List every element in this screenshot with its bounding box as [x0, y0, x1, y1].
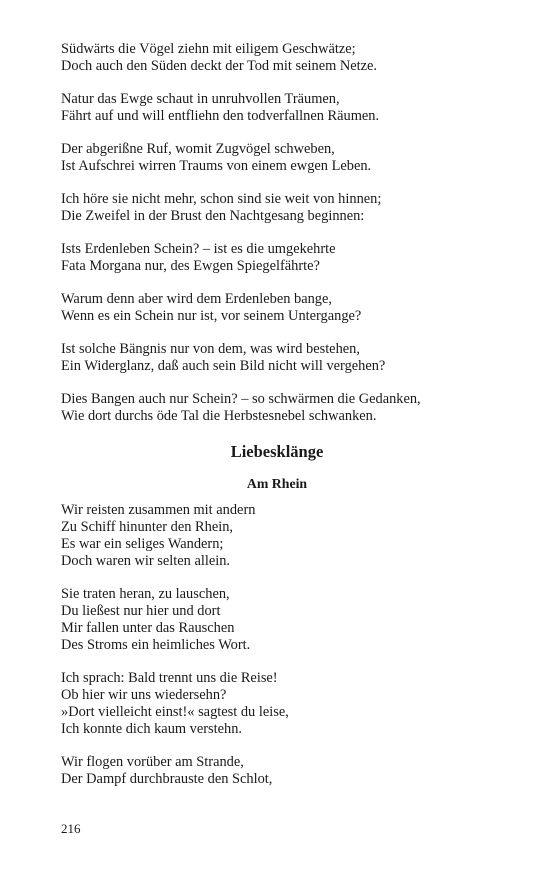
- verse-line: Südwärts die Vögel ziehn mit eiligem Geschwätze;: [61, 41, 356, 57]
- verse-line: »Dort vielleicht einst!« sagtest du leise,: [61, 704, 289, 720]
- stanza: [61, 341, 501, 375]
- verse-line: Doch auch den Süden deckt der Tod mit seinem Netze.: [61, 58, 378, 74]
- verse-line: Ich sprach: Bald trennt uns die Reise!: [61, 670, 278, 686]
- verse-line: Wir reisten zusammen mit andern: [61, 502, 256, 518]
- verse-line: Ist Aufschrei wirren Traums von einem ewgen Leben.: [61, 158, 372, 174]
- verse-line: Du ließest nur hier und dort: [61, 603, 221, 619]
- verse-line: Wie dort durchs öde Tal die Herbstesnebel schwanken.: [61, 408, 377, 424]
- verse-line: Sie traten heran, zu lauschen,: [61, 586, 230, 602]
- stanza: [61, 91, 501, 125]
- verse-line: Zu Schiff hinunter den Rhein,: [61, 519, 233, 535]
- stanza: [61, 391, 501, 425]
- page-text: [61, 41, 501, 804]
- stanza: [61, 291, 501, 325]
- page-number: 216: [61, 821, 81, 836]
- stanza: [61, 670, 501, 738]
- verse-line: Ob hier wir uns wiedersehn?: [61, 687, 227, 703]
- verse-line: Dies Bangen auch nur Schein? – so schwärmen die Gedanken,: [61, 391, 421, 407]
- poem-continuation: [61, 41, 501, 425]
- poem-title: Am Rhein: [246, 476, 308, 491]
- stanza: [61, 241, 501, 275]
- verse-line: Natur das Ewge schaut in unruhvollen Träumen,: [61, 91, 340, 107]
- verse-line: Fata Morgana nur, des Ewgen Spiegelfährte?: [61, 258, 320, 274]
- verse-line: Fährt auf und will entfliehn den todverfallnen Räumen.: [61, 108, 380, 124]
- verse-line: Ist solche Bängnis nur von dem, was wird bestehen,: [61, 341, 360, 357]
- verse-line: Warum denn aber wird dem Erdenleben bange,: [61, 291, 332, 307]
- stanza: [61, 191, 501, 225]
- section-title: Liebesklänge: [230, 442, 324, 461]
- verse-line: Mir fallen unter das Rauschen: [61, 620, 235, 636]
- verse-line: Wir flogen vorüber am Strande,: [61, 754, 244, 770]
- verse-line: Ists Erdenleben Schein? – ist es die umgekehrte: [61, 241, 336, 257]
- verse-line: Der Dampf durchbrauste den Schlot,: [61, 771, 273, 787]
- verse-line: Doch waren wir selten allein.: [61, 553, 231, 569]
- stanza: [61, 41, 501, 75]
- verse-line: Des Stroms ein heimliches Wort.: [61, 637, 251, 653]
- stanza: [61, 754, 501, 788]
- stanza: [61, 586, 501, 654]
- poem-am-rhein: [61, 502, 501, 788]
- verse-line: Die Zweifel in der Brust den Nachtgesang beginnen:: [61, 208, 365, 224]
- stanza: [61, 141, 501, 175]
- verse-line: Ich konnte dich kaum verstehn.: [61, 721, 243, 737]
- verse-line: Der abgerißne Ruf, womit Zugvögel schweben,: [61, 141, 335, 157]
- verse-line: Wenn es ein Schein nur ist, vor seinem Untergange?: [61, 308, 362, 324]
- stanza: [61, 502, 501, 570]
- verse-line: Ich höre sie nicht mehr, schon sind sie weit von hinnen;: [61, 191, 382, 207]
- verse-line: Ein Widerglanz, daß auch sein Bild nicht will vergehen?: [61, 358, 386, 374]
- verse-line: Es war ein seliges Wandern;: [61, 536, 224, 552]
